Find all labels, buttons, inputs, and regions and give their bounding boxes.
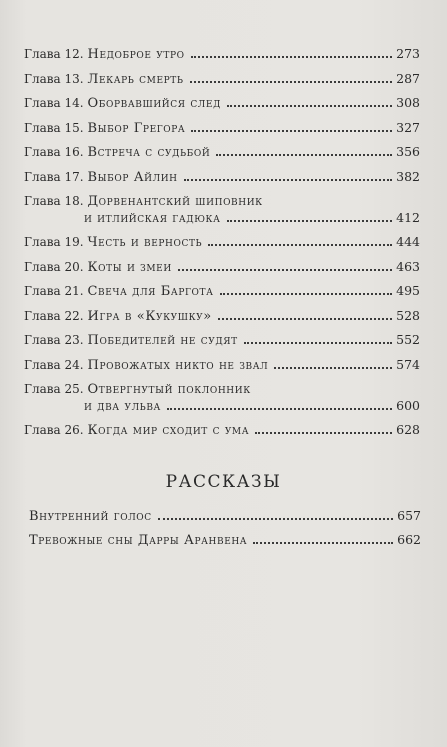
dot-leader: [191, 130, 392, 132]
table-of-contents: [24, 46, 420, 447]
chapter-number: Глава 23.: [24, 333, 84, 347]
dot-leader: [178, 269, 392, 271]
page-number: 574: [396, 356, 420, 372]
chapter-title: Когда мир сходит с ума: [87, 423, 250, 438]
page-number: 600: [396, 398, 420, 413]
page-number: 273: [396, 46, 420, 61]
page-number: 662: [397, 532, 421, 547]
dot-leader: [227, 105, 392, 107]
toc-entry-chapter-22: [24, 308, 420, 333]
dot-leader: [191, 56, 393, 58]
toc-entry-chapter-12: [24, 46, 420, 71]
page-number: 463: [396, 258, 420, 274]
toc-entry-chapter-26: [24, 422, 420, 447]
story-title: Внутренний голос: [29, 509, 152, 524]
page-number: 327: [396, 119, 420, 135]
chapter-number: Глава 12.: [24, 47, 84, 61]
dot-leader: [220, 293, 393, 295]
chapter-title-continued: и два ульва: [84, 399, 161, 414]
dot-leader: [216, 154, 392, 156]
chapter-number: Глава 18.: [24, 194, 84, 208]
page-number: 308: [396, 95, 420, 110]
chapter-title-continued: и итлийская гадюка: [84, 211, 221, 226]
toc-entry-chapter-24: [24, 357, 420, 382]
chapter-number: Глава 20.: [24, 259, 84, 274]
page-number: 552: [396, 332, 420, 347]
section-heading: РАССКАЗЫ: [165, 472, 282, 492]
page-number: 495: [396, 283, 420, 298]
chapter-title: Выбор Айлин: [87, 169, 178, 185]
story-title: Тревожные сны Дарры Аранвена: [29, 533, 248, 548]
chapter-title: Игра в «Кукушку»: [87, 308, 212, 324]
page-number: 657: [397, 508, 421, 523]
dot-leader: [167, 408, 392, 410]
dot-leader: [255, 432, 392, 434]
chapter-title: Провожатых никто не звал: [87, 357, 269, 373]
chapter-title: Выбор Грегора: [87, 120, 186, 136]
toc-entry-chapter-13: [24, 71, 420, 96]
dot-leader: [244, 342, 392, 344]
dot-leader: [208, 244, 392, 246]
toc-entry-chapter-14: [24, 95, 420, 120]
chapter-number: Глава 13.: [24, 71, 84, 86]
page-number: 528: [396, 307, 420, 323]
dot-leader: [227, 220, 393, 222]
toc-entry-chapter-16: [24, 144, 420, 169]
toc-entry-chapter-25: [24, 381, 420, 422]
chapter-title: Честь и верность: [87, 235, 203, 250]
chapter-number: Глава 15.: [24, 120, 84, 135]
chapter-title: Дорвенантский шиповник: [87, 194, 263, 209]
dot-leader: [253, 542, 393, 544]
toc-entry-story-1: [29, 508, 421, 532]
dot-leader: [218, 318, 392, 320]
chapter-title: Встреча с судьбой: [87, 145, 211, 160]
chapter-title: Коты и змеи: [87, 259, 172, 275]
chapter-number: Глава 19.: [24, 235, 84, 249]
page-number: 444: [396, 234, 420, 249]
chapter-number: Глава 22.: [24, 308, 84, 323]
page-number: 287: [396, 70, 420, 86]
page-number: 628: [396, 422, 420, 437]
chapter-number: Глава 17.: [24, 169, 84, 184]
chapter-title: Оборвавшийся след: [87, 96, 222, 111]
dot-leader: [158, 518, 393, 520]
toc-entry-chapter-17: [24, 169, 420, 194]
chapter-title: Лекарь смерть: [87, 71, 184, 87]
toc-entry-story-2: [29, 532, 421, 556]
chapter-title: Отвергнутый поклонник: [87, 382, 251, 397]
toc-entry-chapter-21: [24, 283, 420, 308]
page-number: 356: [396, 144, 420, 159]
dot-leader: [190, 81, 393, 83]
chapter-number: Глава 21.: [24, 284, 84, 298]
chapter-number: Глава 16.: [24, 145, 84, 159]
toc-entry-chapter-15: [24, 120, 420, 145]
chapter-title: Победителей не судят: [87, 333, 238, 348]
chapter-number: Глава 14.: [24, 96, 84, 110]
toc-entry-chapter-19: [24, 234, 420, 259]
stories-list: [29, 508, 421, 556]
page-number: 382: [396, 168, 420, 184]
chapter-title: Свеча для Баргота: [87, 284, 214, 299]
chapter-number: Глава 25.: [24, 382, 84, 396]
chapter-number: Глава 24.: [24, 357, 84, 372]
page-number: 412: [396, 210, 420, 225]
toc-entry-chapter-23: [24, 332, 420, 357]
chapter-title: Недоброе утро: [87, 47, 185, 62]
toc-entry-chapter-20: [24, 259, 420, 284]
dot-leader: [184, 179, 393, 181]
toc-entry-chapter-18: [24, 193, 420, 234]
chapter-number: Глава 26.: [24, 423, 84, 437]
dot-leader: [274, 367, 392, 369]
